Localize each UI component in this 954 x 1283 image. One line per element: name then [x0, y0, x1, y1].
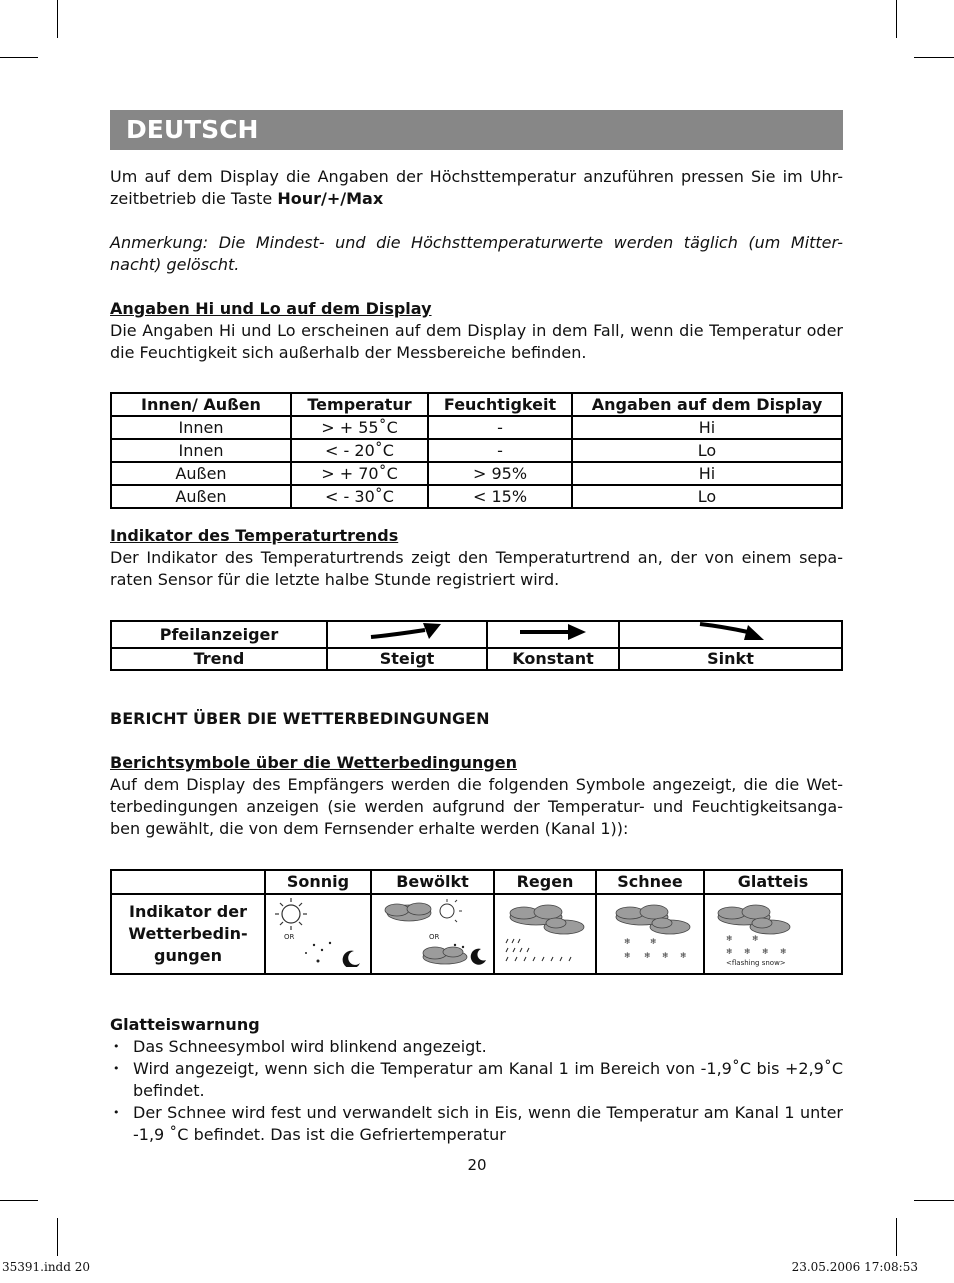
- table-cell: Hi: [572, 462, 842, 485]
- crop-mark: [0, 1200, 38, 1201]
- intro-paragraph: [110, 166, 843, 210]
- table-header-row: [111, 393, 842, 416]
- page-number: 20: [467, 1156, 487, 1174]
- table-cell: [371, 894, 494, 974]
- table-cell: < - 20˚C: [291, 439, 428, 462]
- trend-heading: Indikator des Temperaturtrends: [110, 526, 399, 545]
- weather-row-label: Indikator der Wetterbedin-gungen: [111, 894, 265, 974]
- table-row: [111, 621, 842, 648]
- table-row: [111, 648, 842, 670]
- hilo-text: Die Angaben Hi und Lo erscheinen auf dem Display in dem Fall, wenn die Temperatur oder die Feuchtigkeit sich außerhalb der Messbereiche befinden.: [110, 321, 843, 362]
- svg-text:❄: ❄: [662, 951, 669, 960]
- svg-text:❄: ❄: [726, 934, 733, 943]
- svg-text:❄: ❄: [680, 951, 687, 960]
- table-cell: -: [428, 439, 572, 462]
- table-cell: Steigt: [327, 648, 487, 670]
- weather-title: BERICHT ÜBER DIE WETTERBEDINGUNGEN: [110, 709, 490, 728]
- table-header-row: [111, 870, 842, 894]
- rain-icon: [498, 895, 592, 967]
- sunny-or-clear-night-icon: [268, 895, 368, 967]
- ice-heading: Glatteiswarnung: [110, 1015, 260, 1034]
- table-row: [111, 485, 842, 508]
- trend-row-label: Trend: [111, 648, 327, 670]
- list-item: • Wird angezeigt, wenn sich die Temperatur am Kanal 1 im Bereich von -1,9˚C bis +2,9˚C befindet.: [110, 1058, 843, 1102]
- flashing-snow-label: <flashing snow>: [726, 959, 786, 967]
- intro-text: Um auf dem Display die Angaben der Höchsttemperatur anzuführen pressen Sie im Uhr-zeitbetrieb die Taste: [110, 167, 843, 208]
- table-header: Temperatur: [291, 393, 428, 416]
- table-header: Schnee: [596, 870, 704, 894]
- table-cell: Außen: [111, 462, 291, 485]
- note-paragraph: Anmerkung: Die Mindest- und die Höchsttemperaturwerte werden täglich (um Mitter-nacht) gelöscht.: [110, 233, 843, 274]
- weather-heading: Berichtsymbole über die Wetterbedingungen: [110, 753, 517, 772]
- svg-text:❄: ❄: [780, 947, 787, 956]
- table-header: Sonnig: [265, 870, 371, 894]
- table-cell: > + 55˚C: [291, 416, 428, 439]
- table-cell: [619, 621, 842, 648]
- table-cell: -: [428, 416, 572, 439]
- table-header: [111, 870, 265, 894]
- svg-text:❄: ❄: [744, 947, 751, 956]
- table-header: Innen/ Außen: [111, 393, 291, 416]
- section-title: DEUTSCH: [126, 115, 259, 144]
- table-cell: [494, 894, 596, 974]
- arrow-right-icon: [518, 622, 588, 642]
- list-item: • Das Schneesymbol wird blinkend angezeigt.: [110, 1036, 843, 1058]
- table-row: [111, 439, 842, 462]
- page-content: [110, 110, 843, 1146]
- table-cell: [265, 894, 371, 974]
- or-label: OR: [428, 933, 439, 941]
- table-cell: Innen: [111, 416, 291, 439]
- svg-text:❄: ❄: [644, 951, 651, 960]
- hilo-table: [110, 392, 843, 509]
- svg-text:❄: ❄: [762, 947, 769, 956]
- trend-row-label: Pfeilanzeiger: [111, 621, 327, 648]
- table-row: [111, 416, 842, 439]
- weather-text: Auf dem Display des Empfängers werden die folgenden Symbole angezeigt, die die Wet-terbedingungen anzeigen (sie werden aufgrund der Temperatur- und Feuchtigkeitsanga-ben gewählt, die von dem Fernsender erhalte werden (Kanal 1)):: [110, 775, 843, 838]
- table-header: Angaben auf dem Display: [572, 393, 842, 416]
- crop-mark: [896, 1218, 897, 1256]
- crop-mark: [57, 1218, 58, 1256]
- svg-text:❄: ❄: [726, 947, 733, 956]
- ice-bullet-list: [110, 1036, 843, 1146]
- intro-key: Hour/+/Max: [277, 189, 384, 208]
- section-banner: [110, 110, 843, 150]
- table-cell: Lo: [572, 439, 842, 462]
- table-cell: Innen: [111, 439, 291, 462]
- arrow-up-right-icon: [367, 622, 447, 642]
- crop-mark: [57, 0, 58, 38]
- table-cell: [487, 621, 619, 648]
- or-label: OR: [284, 933, 295, 941]
- table-cell: Lo: [572, 485, 842, 508]
- table-cell: [327, 621, 487, 648]
- table-header: Glatteis: [704, 870, 842, 894]
- table-cell: < - 30˚C: [291, 485, 428, 508]
- footer-file-info: 35391.indd 20: [2, 1260, 91, 1274]
- svg-text:❄: ❄: [650, 937, 657, 946]
- weather-table: [110, 869, 843, 975]
- trend-text: Der Indikator des Temperaturtrends zeigt den Temperaturtrend an, der von einem sepa-raten Sensor für die letzte halbe Stunde registriert wird.: [110, 548, 843, 589]
- table-cell: < 15%: [428, 485, 572, 508]
- crop-mark: [896, 0, 897, 38]
- snow-icon: [600, 895, 700, 967]
- table-cell: [704, 894, 842, 974]
- table-cell: > + 70˚C: [291, 462, 428, 485]
- crop-mark: [0, 57, 38, 58]
- table-cell: Sinkt: [619, 648, 842, 670]
- arrow-down-right-icon: [694, 622, 768, 642]
- table-cell: [596, 894, 704, 974]
- crop-mark: [914, 1200, 954, 1201]
- table-header: Feuchtigkeit: [428, 393, 572, 416]
- table-cell: > 95%: [428, 462, 572, 485]
- trend-table: [110, 620, 843, 671]
- table-header: Regen: [494, 870, 596, 894]
- table-cell: Hi: [572, 416, 842, 439]
- ice-flashing-snow-icon: [708, 895, 838, 967]
- cloudy-icon: [375, 895, 491, 967]
- table-cell: Außen: [111, 485, 291, 508]
- hilo-heading: Angaben Hi und Lo auf dem Display: [110, 299, 432, 318]
- table-cell: Konstant: [487, 648, 619, 670]
- table-row: [111, 894, 842, 974]
- table-header: Bewölkt: [371, 870, 494, 894]
- svg-text:❄: ❄: [752, 934, 759, 943]
- list-item: • Der Schnee wird fest und verwandelt sich in Eis, wenn die Temperatur am Kanal 1 unter -1,9 ˚C befindet. Das ist die Gefriertemperatur: [110, 1102, 843, 1146]
- footer-timestamp: 23.05.2006 17:08:53: [791, 1260, 918, 1274]
- table-row: [111, 462, 842, 485]
- svg-text:❄: ❄: [624, 937, 631, 946]
- svg-text:❄: ❄: [624, 951, 631, 960]
- crop-mark: [914, 57, 954, 58]
